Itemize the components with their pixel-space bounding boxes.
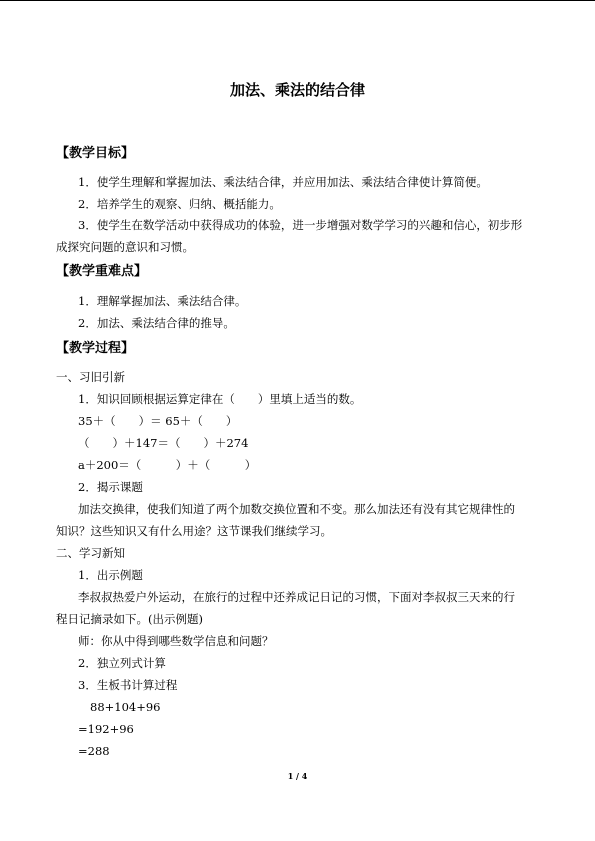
exercise-line-2: （ ）＋147＝（ ）＋274: [78, 436, 249, 450]
process-step-review: 1．知识回顾根据运算定律在（ ）里填上适当的数。: [78, 392, 362, 406]
topic-text-2: 知识？这些知识又有什么用途？这节课我们继续学习。: [56, 524, 332, 538]
exercise-line-3: a＋200＝（ ）＋（ ）: [78, 458, 257, 472]
example-text-1: 李叔叔热爱户外运动，在旅行的过程中还养成记日记的习惯，下面对李叔叔三天来的行: [78, 590, 515, 604]
process-part-2-title: 二、学习新知: [56, 546, 125, 560]
page-indicator: 1 / 4: [287, 771, 308, 781]
top-border-line: [0, 0, 595, 1]
teacher-question: 师：你从中得到哪些数学信息和问题？: [78, 634, 274, 648]
exercise-line-1: 35＋（ ）＝ 65＋（ ）: [78, 414, 238, 428]
process-step-topic: 2．揭示课题: [78, 480, 143, 494]
key-point-item-2: 2．加法、乘法结合律的推导。: [78, 316, 235, 330]
section-heading-key-points: 【教学重难点】: [56, 264, 148, 279]
process-step-example: 1．出示例题: [78, 568, 143, 582]
page-title: 加法、乘法的结合律: [229, 81, 365, 99]
process-step-board: 3．生板书计算过程: [78, 678, 178, 692]
section-heading-process: 【教学过程】: [56, 341, 135, 356]
goal-item-3: 3．使学生在数学活动中获得成功的体验，进一步增强对数学学习的兴趣和信心，初步形: [78, 218, 523, 232]
calc-line-2: =192+96: [78, 722, 134, 736]
process-step-calc: 2．独立列式计算: [78, 656, 166, 670]
topic-text-1: 加法交换律，使我们知道了两个加数交换位置和不变。那么加法还有没有其它规律性的: [78, 502, 515, 516]
section-heading-goals: 【教学目标】: [56, 146, 135, 161]
calc-line-3: =288: [78, 744, 110, 758]
calc-line-1: 88+104+96: [90, 700, 161, 714]
process-part-1-title: 一、习旧引新: [56, 370, 125, 384]
goal-item-1: 1．使学生理解和掌握加法、乘法结合律，并应用加法、乘法结合律使计算简便。: [78, 175, 488, 189]
goal-item-3-cont: 成探究问题的意识和习惯。: [56, 240, 194, 254]
goal-item-2: 2．培养学生的观察、归纳、概括能力。: [78, 197, 281, 211]
key-point-item-1: 1．理解掌握加法、乘法结合律。: [78, 294, 247, 308]
example-text-2: 程日记摘录如下。(出示例题): [56, 612, 203, 626]
